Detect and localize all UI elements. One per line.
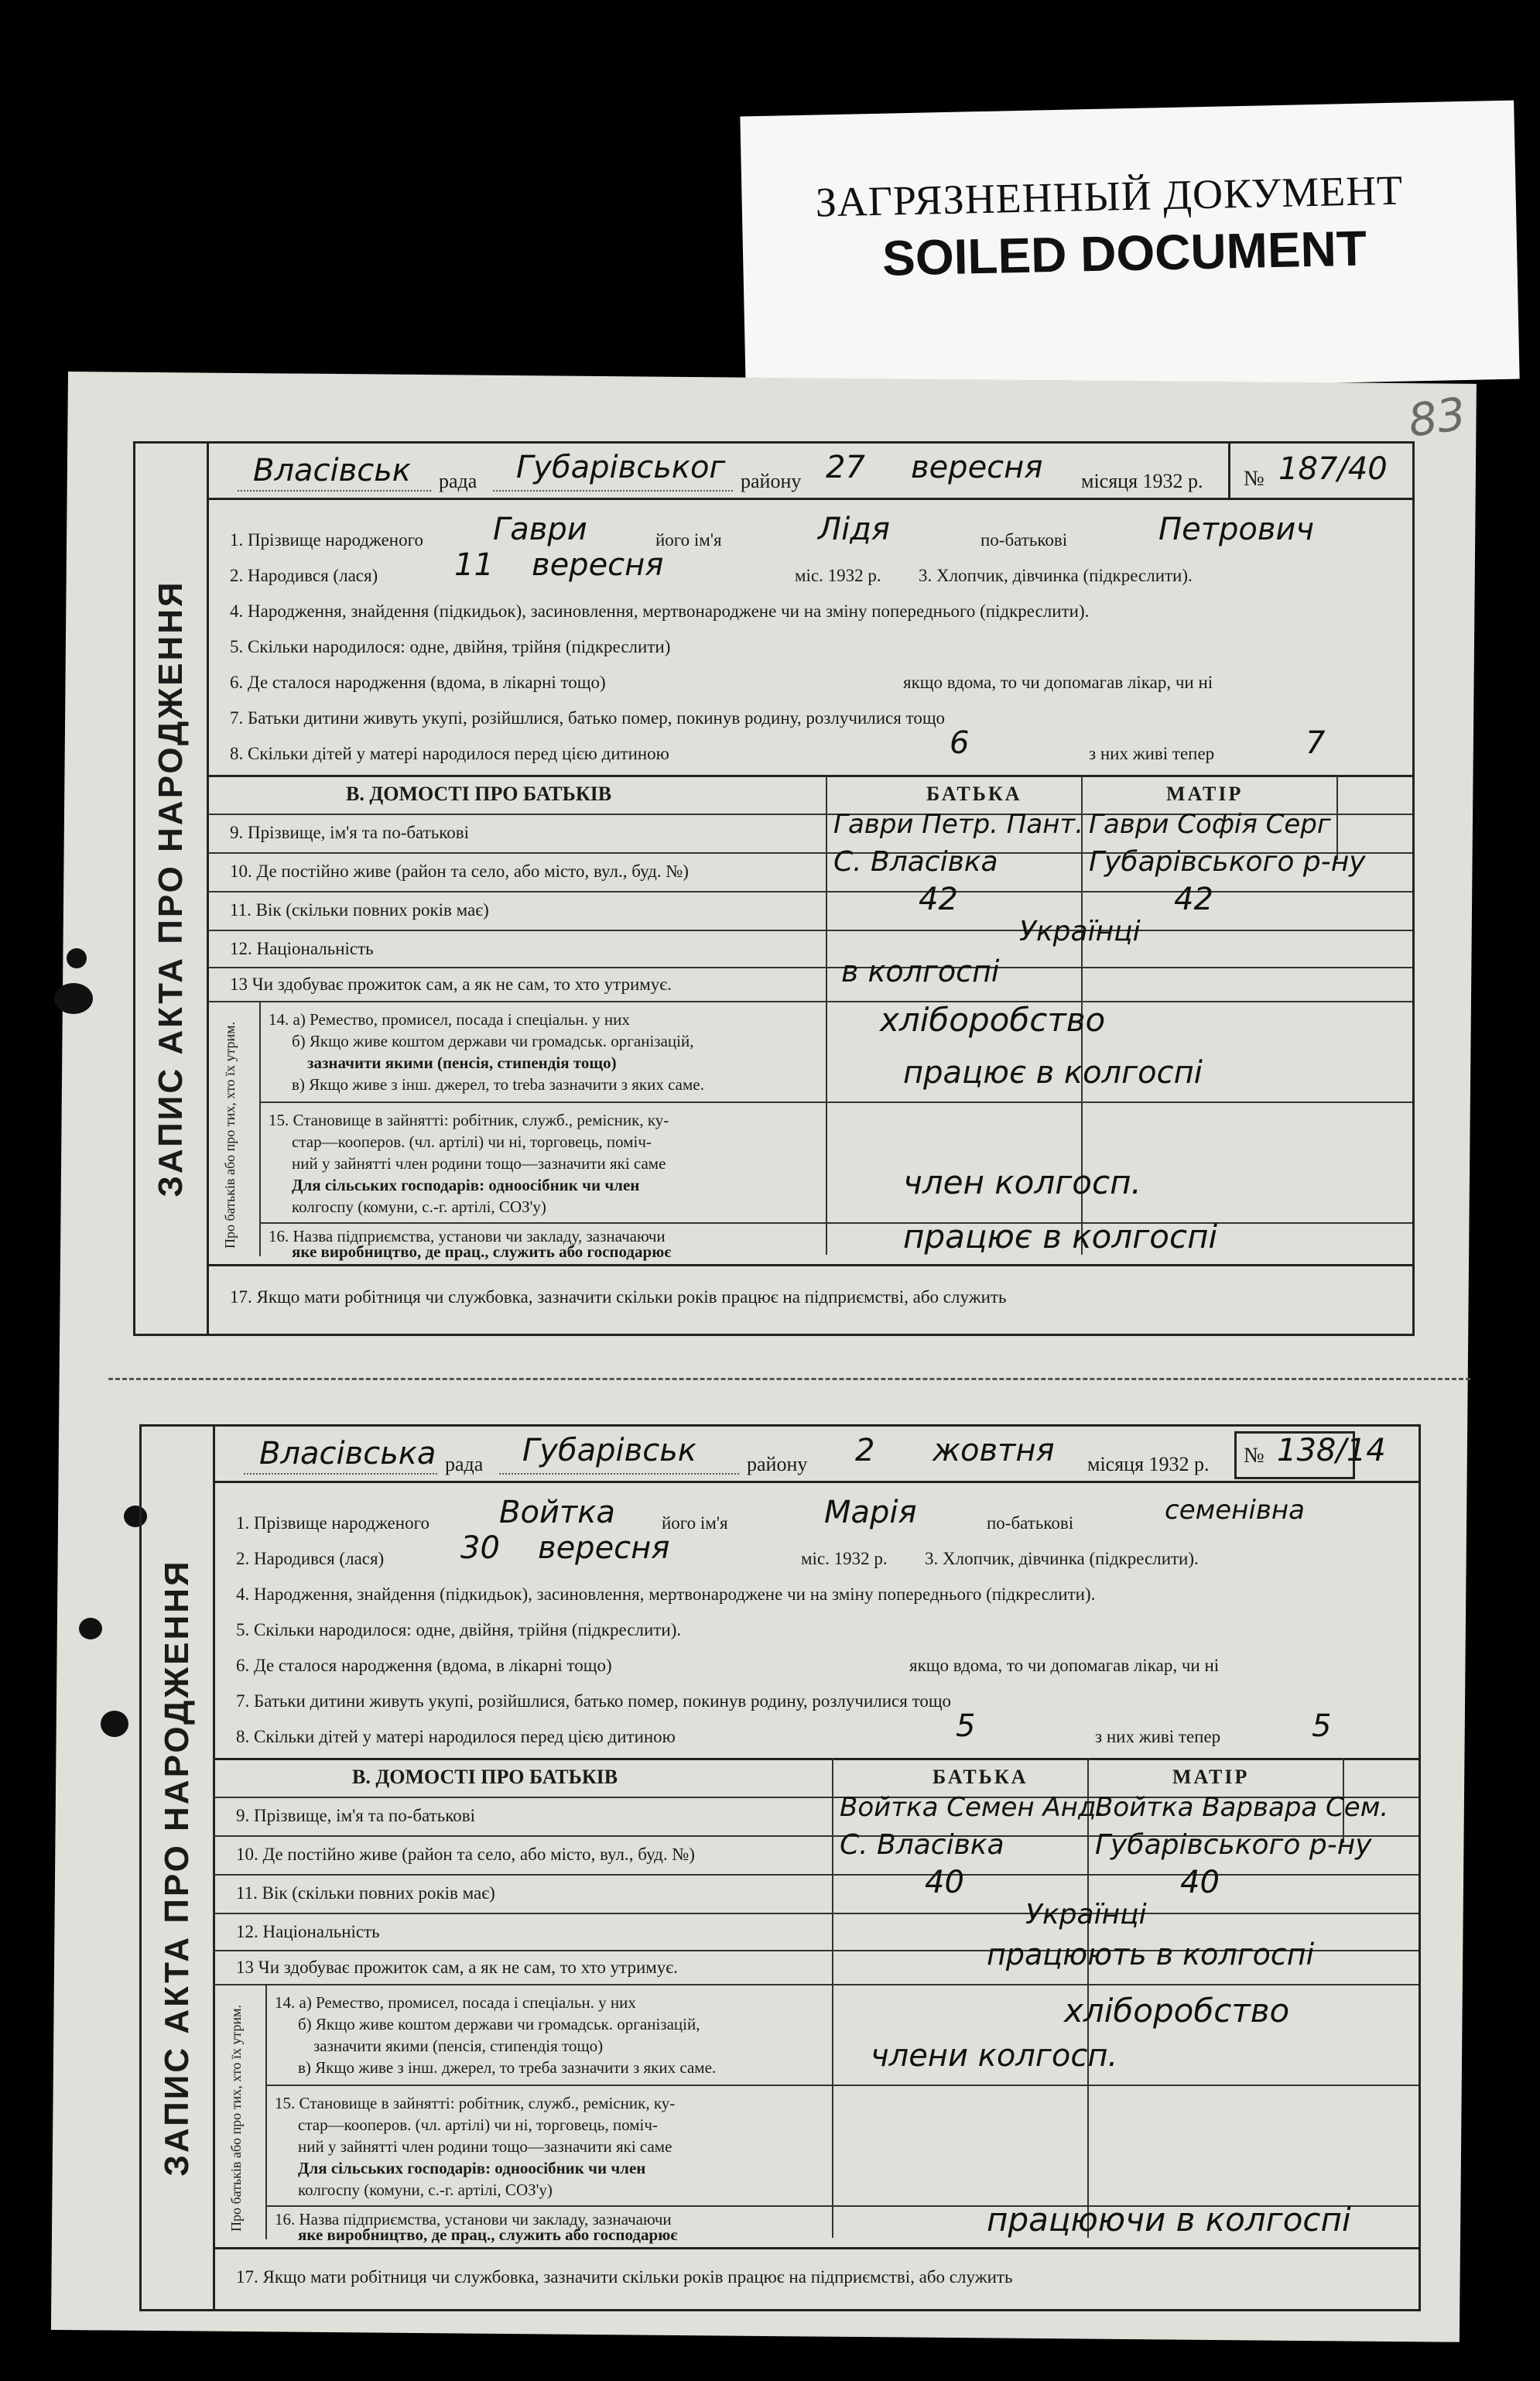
raion-handwritten: Губарівськ [522, 1433, 696, 1468]
fill-line [244, 1473, 437, 1475]
children-alive: 5 [1312, 1708, 1332, 1744]
row-14d-label: в) Якщо живе з інш. джерел, то treba зазначити з яких саме. [292, 1075, 704, 1094]
row-divider [213, 1913, 1419, 1914]
mother-address: Губарівського р-ну [1095, 1829, 1372, 1861]
record-number-label: № [1244, 467, 1265, 491]
row-3-label: 3. Хлопчик, дівчинка (підкреслити). [919, 566, 1193, 585]
father-address: С. Власівка [840, 1829, 1004, 1861]
birth-month: вересня [532, 547, 664, 583]
row-2-label: 2. Народився (лася) [230, 566, 378, 585]
mother-name: Гаври Софія Серг [1089, 809, 1331, 840]
row-4-label: 4. Народження, знайдення (підкидьок), засиновлення, мертвонароджене чи на зміну попереднього (підкреслити). [236, 1584, 1096, 1604]
row-13-label: 13 Чи здобуває прожиток сам, а як не сам, то хто утримує. [230, 975, 672, 994]
child-patronymic: семенівна [1165, 1495, 1305, 1526]
child-name: Марія [824, 1495, 917, 1530]
row-17-label: 17. Якщо мати робітниця чи службовка, зазначити скільки років працює на підприємстві, або служить [230, 1287, 1007, 1307]
row-14c-label: зазначити якими (пенсія, стипендія тощо) [307, 1053, 617, 1072]
soiled-document-stamp [740, 101, 1519, 396]
row-14c-label: зазначити якими (пенсія, стипендія тощо) [313, 2037, 604, 2055]
row-6-label-2: якщо вдома, то чи допомагав лікар, чи ні [909, 1656, 1220, 1675]
row-2-label-2: міс. 1932 р. [795, 566, 881, 585]
father-age: 42 [919, 882, 958, 917]
punch-hole [101, 1711, 128, 1737]
mother-name: Войтка Варвара Сем. [1095, 1792, 1389, 1823]
row-divider [207, 1264, 1412, 1266]
birth-day: 11 [454, 547, 494, 583]
parents-section-title: В. ДОМОСТІ ПРО БАТЬКІВ [346, 783, 612, 805]
stamp-russian-text: ЗАГРЯЗНЕННЫЙ ДОКУМЕНТ [815, 166, 1404, 226]
row-5-label: 5. Скільки народилося: одне, двійня, трійня (підкреслити). [236, 1620, 682, 1639]
row-15c-label: ний у зайнятті член родини тощо—зазначити які саме [292, 1154, 666, 1173]
column-divider [832, 1758, 833, 2238]
row-15e-label: колгоспу (комуни, с.-г. артілі, СОЗ'у) [298, 2181, 553, 2199]
occupation-detail: працює в колгоспі [903, 1055, 1203, 1091]
row-8-label-2: з них живі тепер [1095, 1727, 1221, 1746]
child-surname: Гаври [493, 512, 587, 547]
mother-age: 40 [1180, 1865, 1220, 1900]
row-8-label: 8. Скільки дітей у матері народилося перед цією дитиною [230, 744, 669, 763]
row-15b-label: стар—кооперов. (чл. артілі) чи ні, торговець, поміч- [298, 2115, 658, 2134]
nationality: Українці [1019, 916, 1141, 947]
row-8-label: 8. Скільки дітей у матері народилося перед цією дитиною [236, 1727, 676, 1746]
child-patronymic: Петрович [1158, 512, 1315, 547]
row-16b-label: яке виробництво, де прац., служить або господарює [298, 2225, 678, 2244]
occupation-detail: члени колгосп. [871, 2038, 1118, 2074]
row-9-label: 9. Прізвище, ім'я та по-батькові [236, 1806, 475, 1825]
table-top-border [213, 1758, 1419, 1760]
row-divider [213, 1874, 1419, 1876]
row-7-label: 7. Батьки дитини живуть укупі, розійшлися, батько помер, покинув родину, розлучилися тощо [236, 1691, 952, 1711]
row-17-label: 17. Якщо мати робітниця чи службовка, зазначити скільки років працює на підприємстві, або служить [236, 2267, 1013, 2287]
row-6-label: 6. Де сталося народження (вдома, в лікарні тощо) [236, 1656, 612, 1675]
employment-status: член колгосп. [903, 1163, 1141, 1201]
row-6-label: 6. Де сталося народження (вдома, в лікарні тощо) [230, 673, 606, 692]
livelihood: в колгоспі [841, 954, 1000, 988]
row-12-label: 12. Національність [236, 1922, 380, 1941]
day-handwritten: 2 [855, 1433, 875, 1468]
form-body [207, 444, 1412, 1334]
row-2-label-2: міс. 1932 р. [801, 1549, 888, 1568]
stamp-english-text: SOILED DOCUMENT [881, 220, 1367, 286]
perforation-line [108, 1378, 1470, 1380]
record-number-label: № [1244, 1444, 1265, 1468]
row-14a-label: 14. а) Ремество, промисел, посада і спеціальн. у них [269, 1010, 630, 1029]
row-divider [207, 1001, 1412, 1002]
row-1-label: 1. Прізвище народженого [236, 1513, 429, 1533]
row-13-label: 13 Чи здобуває прожиток сам, а як не сам, то хто утримує. [236, 1958, 678, 1977]
birth-day: 30 [460, 1530, 500, 1566]
mother-address: Губарівського р-ну [1089, 846, 1366, 878]
father-column-header: БАТЬКА [926, 783, 1022, 805]
form-body [213, 1427, 1419, 2309]
row-divider [259, 1101, 1412, 1103]
raion-label: району [747, 1453, 808, 1475]
rada-label: рада [445, 1453, 484, 1475]
workplace: працюючи в колгоспі [987, 2201, 1351, 2239]
archive-page-number: 83 [1405, 387, 1470, 447]
child-surname: Войтка [499, 1495, 615, 1530]
livelihood: працюють в колгоспі [987, 1937, 1315, 1972]
form-header [207, 444, 1412, 500]
column-divider [826, 775, 827, 1255]
birth-record-form-2 [139, 1424, 1421, 2311]
row-3-label: 3. Хлопчик, дівчинка (підкреслити). [925, 1549, 1199, 1568]
children-before: 5 [956, 1708, 976, 1744]
row-divider [259, 1222, 1412, 1224]
row-16b-label: яке виробництво, де прац., служить або господарює [292, 1242, 672, 1261]
sidebar-title: ЗАПИС АКТА ПРО НАРОДЖЕННЯ [158, 1559, 196, 2177]
child-name: Лідя [818, 512, 890, 547]
parents-side-note: Про батьків або про тих, хто їх утрим. [228, 2004, 244, 2232]
record-number-handwritten: 138/14 [1277, 1433, 1386, 1468]
row-1-label-3: по-батькові [987, 1513, 1074, 1533]
row-divider [265, 2085, 1419, 2086]
row-11-label: 11. Вік (скільки повних років має) [230, 900, 489, 920]
row-15a-label: 15. Становище в зайнятті: робітник, служб., ремісник, ку- [275, 2094, 676, 2112]
row-16a-label: 16. Назва підприємства, установи чи закладу, зазначаючи [275, 2210, 672, 2229]
father-age: 40 [925, 1865, 964, 1900]
row-15c-label: ний у зайнятті член родини тощо—зазначити які саме [298, 2137, 672, 2156]
side-note-divider [265, 1984, 267, 2239]
month-year-label: місяця 1932 р. [1087, 1453, 1210, 1475]
header-divider [1228, 444, 1230, 498]
rada-handwritten: Власівська [259, 1436, 436, 1471]
rada-label: рада [439, 470, 477, 492]
row-divider [207, 967, 1412, 968]
row-6-label-2: якщо вдома, то чи допомагав лікар, чи ні [903, 673, 1213, 692]
form-sidebar [135, 444, 209, 1334]
parents-side-note: Про батьків або про тих, хто їх утрим. [222, 1021, 238, 1249]
form-sidebar [142, 1427, 215, 2309]
raion-label: району [741, 470, 802, 492]
row-15b-label: стар—кооперов. (чл. артілі) чи ні, торговець, поміч- [292, 1132, 652, 1151]
mother-column-header: МАТІР [1172, 1766, 1250, 1788]
row-14b-label: б) Якщо живе коштом держави чи громадськ. організацій, [292, 1032, 694, 1050]
children-alive: 7 [1306, 725, 1326, 761]
month-year-label: місяця 1932 р. [1081, 470, 1203, 492]
side-note-divider [259, 1001, 261, 1256]
row-5-label: 5. Скільки народилося: одне, двійня, трійня (підкреслити) [230, 637, 671, 656]
birth-record-form-1 [133, 441, 1415, 1336]
row-11-label: 11. Вік (скільки повних років має) [236, 1883, 495, 1903]
sidebar-title: ЗАПИС АКТА ПРО НАРОДЖЕННЯ [152, 580, 190, 1197]
row-12-label: 12. Національність [230, 939, 374, 958]
row-15d-label: Для сільських господарів: одноосібник чи член [298, 2159, 646, 2177]
row-1-label-2: його ім'я [662, 1513, 728, 1533]
row-divider [207, 930, 1412, 931]
row-1-label: 1. Прізвище народженого [230, 530, 423, 550]
fill-line [499, 1473, 739, 1475]
row-7-label: 7. Батьки дитини живуть укупі, розійшлися, батько помер, покинув родину, розлучилися тощо [230, 708, 946, 728]
raion-handwritten: Губарівськог [516, 450, 726, 485]
father-address: С. Власівка [833, 846, 998, 878]
row-16a-label: 16. Назва підприємства, установи чи закладу, зазначаючи [269, 1227, 666, 1245]
fill-line [238, 490, 431, 492]
mother-column-header: МАТІР [1166, 783, 1244, 805]
nationality: Українці [1025, 1899, 1147, 1930]
row-1-label-3: по-батькові [980, 530, 1068, 550]
row-4-label: 4. Народження, знайдення (підкидьок), засиновлення, мертвонароджене чи на зміну попереднього (підкреслити). [230, 601, 1090, 621]
occupation: хліборобство [880, 1001, 1106, 1039]
day-handwritten: 27 [826, 450, 865, 485]
punch-hole [79, 1618, 102, 1639]
father-name: Гаври Петр. Пант. [833, 809, 1084, 840]
row-1-label-2: його ім'я [655, 530, 722, 550]
punch-hole [67, 948, 87, 968]
parents-section-title: В. ДОМОСТІ ПРО БАТЬКІВ [352, 1766, 618, 1788]
birth-month: вересня [538, 1530, 670, 1566]
row-14b-label: б) Якщо живе коштом держави чи громадськ. організацій, [298, 2015, 700, 2033]
table-top-border [207, 775, 1412, 777]
month-handwritten: жовтня [933, 1433, 1055, 1468]
row-divider [213, 2247, 1419, 2249]
row-9-label: 9. Прізвище, ім'я та по-батькові [230, 823, 469, 842]
row-15e-label: колгоспу (комуни, с.-г. артілі, СОЗ'у) [292, 1197, 546, 1216]
row-15d-label: Для сільських господарів: одноосібник чи член [292, 1176, 640, 1194]
row-14a-label: 14. а) Ремество, промисел, посада і спеціальн. у них [275, 1993, 636, 2012]
month-handwritten: вересня [911, 450, 1043, 485]
father-column-header: БАТЬКА [933, 1766, 1028, 1788]
row-divider [207, 891, 1412, 892]
row-14d-label: в) Якщо живе з інш. джерел, то треба зазначити з яких саме. [298, 2058, 717, 2077]
row-divider [213, 1984, 1419, 1985]
row-2-label: 2. Народився (лася) [236, 1549, 385, 1568]
children-before: 6 [950, 725, 970, 761]
father-name: Войтка Семен Анд. [840, 1792, 1105, 1823]
workplace: працює в колгоспі [903, 1218, 1218, 1256]
occupation: хліборобство [1064, 1992, 1290, 2030]
mother-age: 42 [1174, 882, 1213, 917]
form-header [213, 1427, 1419, 1483]
row-10-label: 10. Де постійно живе (район та село, або місто, вул., буд. №) [230, 862, 689, 881]
record-number-handwritten: 187/40 [1278, 451, 1388, 487]
row-15a-label: 15. Становище в зайнятті: робітник, служб., ремісник, ку- [269, 1111, 669, 1129]
rada-handwritten: Власівськ [253, 453, 411, 488]
punch-hole [54, 983, 93, 1014]
row-8-label-2: з них живі тепер [1089, 744, 1215, 763]
row-10-label: 10. Де постійно живе (район та село, або місто, вул., буд. №) [236, 1845, 695, 1864]
fill-line [493, 490, 733, 492]
